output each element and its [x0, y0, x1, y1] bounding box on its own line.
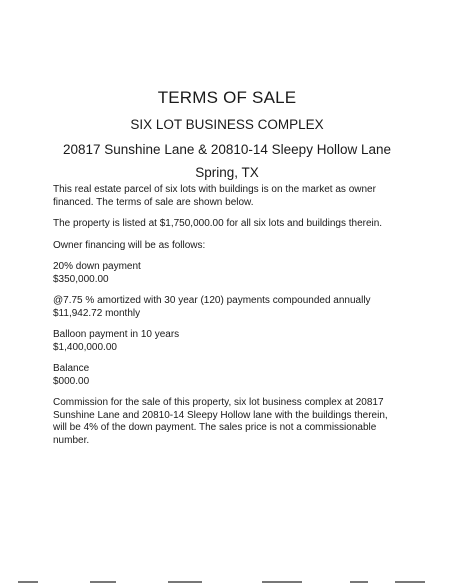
- scan-mark: [395, 581, 425, 583]
- balloon-block: [53, 329, 398, 354]
- scan-mark: [90, 581, 116, 583]
- amortization-block: [53, 295, 398, 320]
- down-payment-block: [53, 261, 398, 286]
- balance-amount: $000.00: [53, 375, 90, 387]
- scan-mark: [262, 581, 302, 583]
- document-title: TERMS OF SALE: [157, 88, 297, 107]
- balloon-label: Balloon payment in 10 years: [53, 329, 180, 340]
- terms-body: [53, 184, 398, 456]
- balloon-amount: $1,400,000.00: [53, 341, 117, 353]
- commission-paragraph: Commission for the sale of this property, six lot business complex at 20817 Sunshine Lane and 20810-14 Sleepy Hollow lane with the buildings therein, will be 4% of the down payment. The sales price is not a commissionable number.: [53, 397, 388, 446]
- down-payment-amount: $350,000.00: [53, 273, 109, 285]
- property-city: Spring, TX: [195, 165, 259, 180]
- listing-paragraph: The property is listed at $1,750,000.00 for all six lots and buildings therein.: [53, 218, 383, 229]
- balance-label: Balance: [53, 363, 90, 374]
- scan-mark: [350, 581, 368, 583]
- monthly-amount: $11,942.72 monthly: [53, 307, 141, 319]
- intro-paragraph: This real estate parcel of six lots with buildings is on the market as owner financed. The terms of sale are shown below.: [53, 184, 376, 208]
- amortization-label: @7.75 % amortized with 30 year (120) payments compounded annually: [53, 295, 371, 306]
- scan-mark: [18, 581, 38, 583]
- scan-mark: [168, 581, 202, 583]
- property-address: 20817 Sunshine Lane & 20810-14 Sleepy Hollow Lane: [62, 142, 391, 157]
- financing-heading: Owner financing will be as follows:: [53, 239, 206, 251]
- down-payment-label: 20% down payment: [53, 261, 141, 272]
- balance-block: [53, 363, 398, 388]
- document-subtitle: SIX LOT BUSINESS COMPLEX: [130, 117, 324, 132]
- scan-edge-marks: [0, 579, 454, 585]
